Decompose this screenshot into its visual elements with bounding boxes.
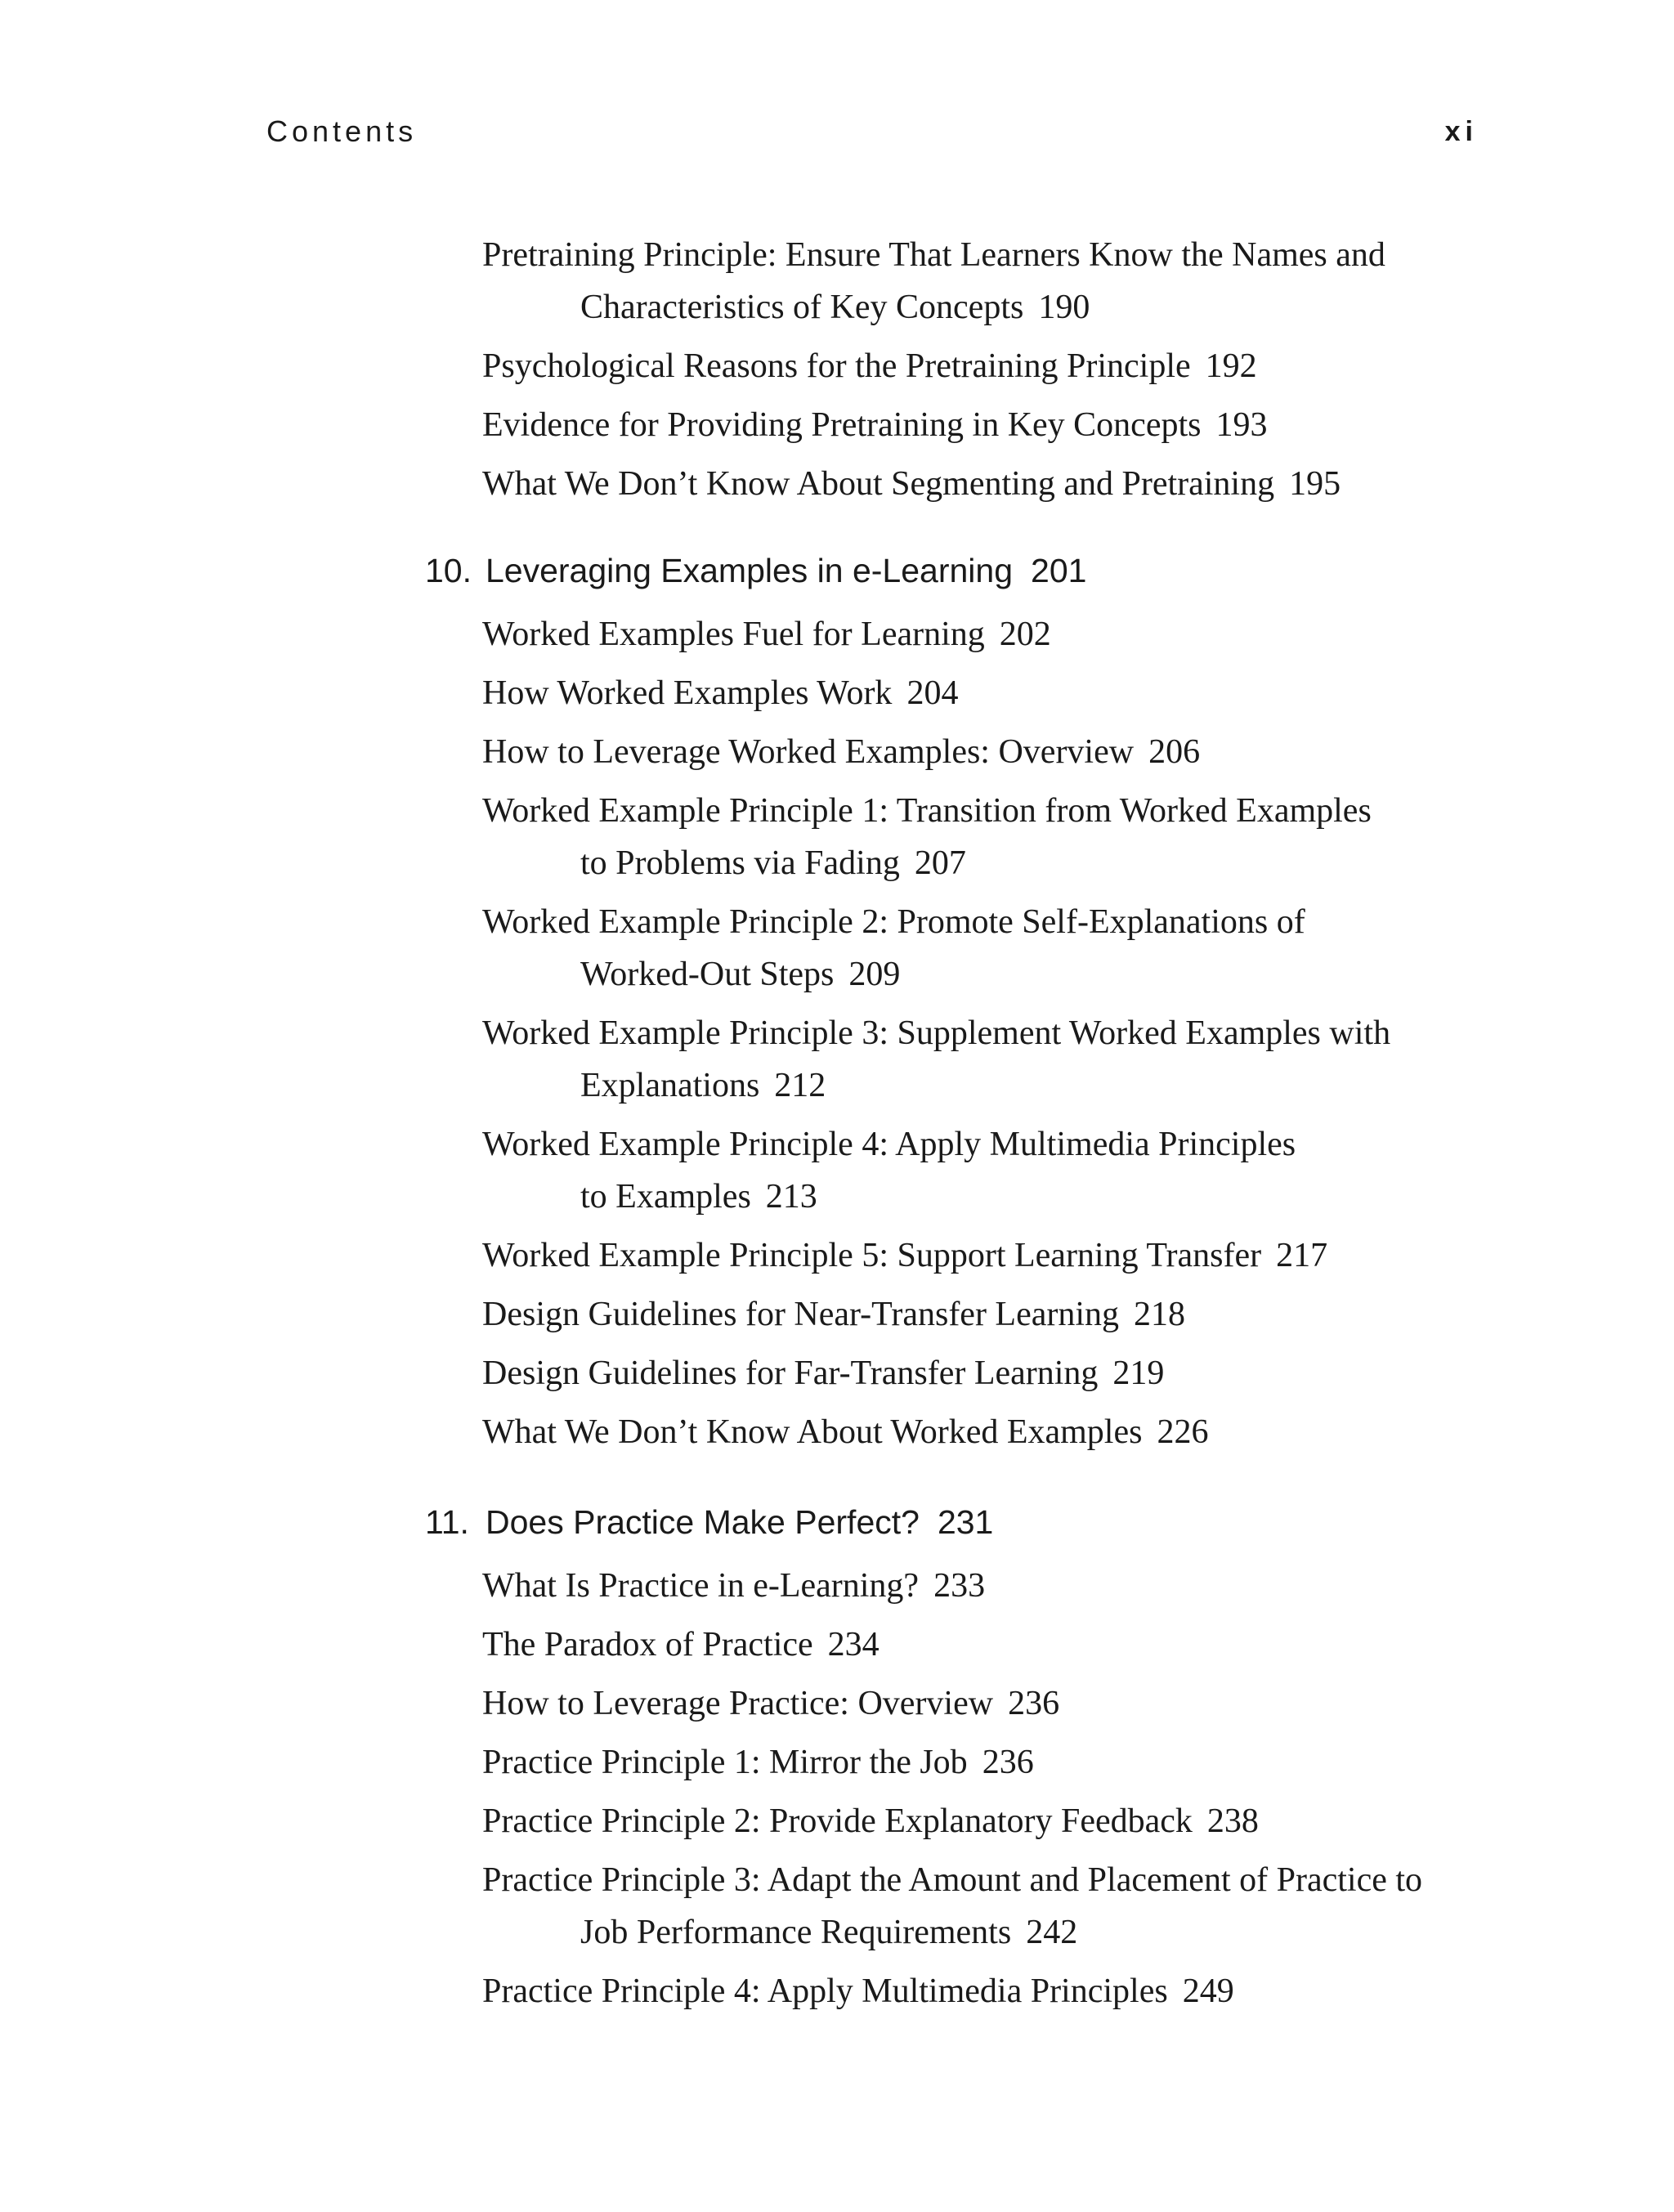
toc-entry-title: Worked Example Principle 2: Promote Self-Explanations of [482,903,1305,941]
toc-entry-title: Psychological Reasons for the Pretraining Principle [482,347,1191,385]
toc-page-number: 236 [982,1744,1034,1781]
toc-page-number: 249 [1182,1972,1234,2010]
toc-entry [482,399,1537,451]
toc-entry-title: Worked Example Principle 1: Transition from Worked Examples [482,792,1372,830]
toc-entry [482,458,1537,510]
toc-entry [482,229,1537,334]
toc-page-number: 212 [774,1067,826,1104]
chapter-page-number: 231 [937,1503,994,1541]
toc-page-number: 236 [1008,1685,1060,1722]
toc-entry [482,1854,1537,1959]
toc-entry-title: What Is Practice in e-Learning? [482,1567,920,1605]
toc-page-number: 209 [848,956,901,993]
toc-entry-title: Pretraining Principle: Ensure That Learners Know the Names and [482,236,1385,274]
toc-entry-title: How Worked Examples Work [482,674,893,712]
page-number-roman: xi [1444,116,1478,147]
toc-entry [482,1229,1537,1282]
toc-page-number: 192 [1205,347,1257,385]
toc-entry-title: Practice Principle 2: Provide Explanatory Feedback [482,1802,1193,1840]
toc-entry-title: What We Don’t Know About Segmenting and Pretraining [482,465,1275,503]
toc-page-number: 217 [1276,1237,1328,1274]
toc-entry [482,726,1537,778]
toc-entry-title: The Paradox of Practice [482,1626,813,1663]
toc-entry [482,1347,1537,1399]
toc-page-number: 207 [914,844,966,882]
toc-entry [482,785,1537,889]
toc-entry [482,1560,1537,1612]
running-header-title: Contents [266,114,418,148]
toc-page-number: 242 [1026,1914,1078,1951]
toc-entry [482,1118,1537,1223]
toc-page-number: 204 [906,674,959,712]
chapter-number: 11. [425,1503,469,1541]
toc-entry [482,1288,1537,1341]
toc-entry [482,896,1537,1001]
toc-entry-title: Worked Example Principle 3: Supplement Worked Examples with [482,1014,1391,1052]
toc-entry [482,1965,1537,2017]
toc-entry-title: Practice Principle 3: Adapt the Amount and Placement of Practice to [482,1861,1423,1899]
toc-entry-title: Practice Principle 1: Mirror the Job [482,1744,968,1781]
toc-entry [482,1406,1537,1458]
toc-page-number: 206 [1148,733,1201,771]
toc-entry-title: Evidence for Providing Pretraining in Key Concepts [482,406,1202,444]
toc-entry [482,1677,1537,1730]
toc-entry-title: How to Leverage Worked Examples: Overview [482,733,1135,771]
toc-page-number: 218 [1134,1296,1186,1333]
toc-entry-title-continued: Job Performance Requirements [580,1914,1012,1951]
running-header [0,0,1674,163]
toc-entry-title: Design Guidelines for Far-Transfer Learning [482,1355,1099,1392]
toc-entry [482,667,1537,719]
chapter-heading [425,546,1569,595]
toc-entry [482,1007,1537,1112]
chapter-page-number: 201 [1031,552,1087,589]
toc-entry [482,340,1537,392]
chapter-title: Leveraging Examples in e-Learning [486,552,1014,589]
toc-entry-title-continued: to Examples [580,1178,751,1216]
toc-page-number: 234 [827,1626,880,1663]
toc-entry-title-continued: to Problems via Fading [580,844,900,882]
toc-entry-title: Worked Example Principle 5: Support Learning Transfer [482,1237,1262,1274]
toc-entry-title: Worked Example Principle 4: Apply Multimedia Principles [482,1126,1296,1163]
toc-entry-title: Worked Examples Fuel for Learning [482,616,985,653]
toc-entry [482,1795,1537,1847]
toc-page-number: 202 [999,616,1051,653]
chapter-heading [425,1498,1569,1547]
toc-page-number: 219 [1112,1355,1165,1392]
toc-entry [482,1619,1537,1671]
toc-entry-title-continued: Explanations [580,1067,760,1104]
toc-page-number: 193 [1215,406,1268,444]
toc-page-number: 190 [1038,289,1090,326]
toc-entry-title-continued: Characteristics of Key Concepts [580,289,1024,326]
chapter-number: 10. [425,552,472,589]
toc-page-number: 213 [765,1178,817,1216]
toc-entry [482,1736,1537,1789]
toc-entry-title: Practice Principle 4: Apply Multimedia Principles [482,1972,1168,2010]
toc-entry-title-continued: Worked-Out Steps [580,956,835,993]
toc-entry-title: How to Leverage Practice: Overview [482,1685,994,1722]
toc-entry-title: Design Guidelines for Near-Transfer Learning [482,1296,1120,1333]
toc-page-number: 195 [1289,465,1341,503]
toc-page-number: 226 [1157,1413,1209,1451]
chapter-title: Does Practice Make Perfect? [486,1503,920,1541]
toc-page-number: 233 [933,1567,986,1605]
toc-entry-title: What We Don’t Know About Worked Examples [482,1413,1143,1451]
toc-page-number: 238 [1206,1802,1259,1840]
toc-entry [482,608,1537,660]
